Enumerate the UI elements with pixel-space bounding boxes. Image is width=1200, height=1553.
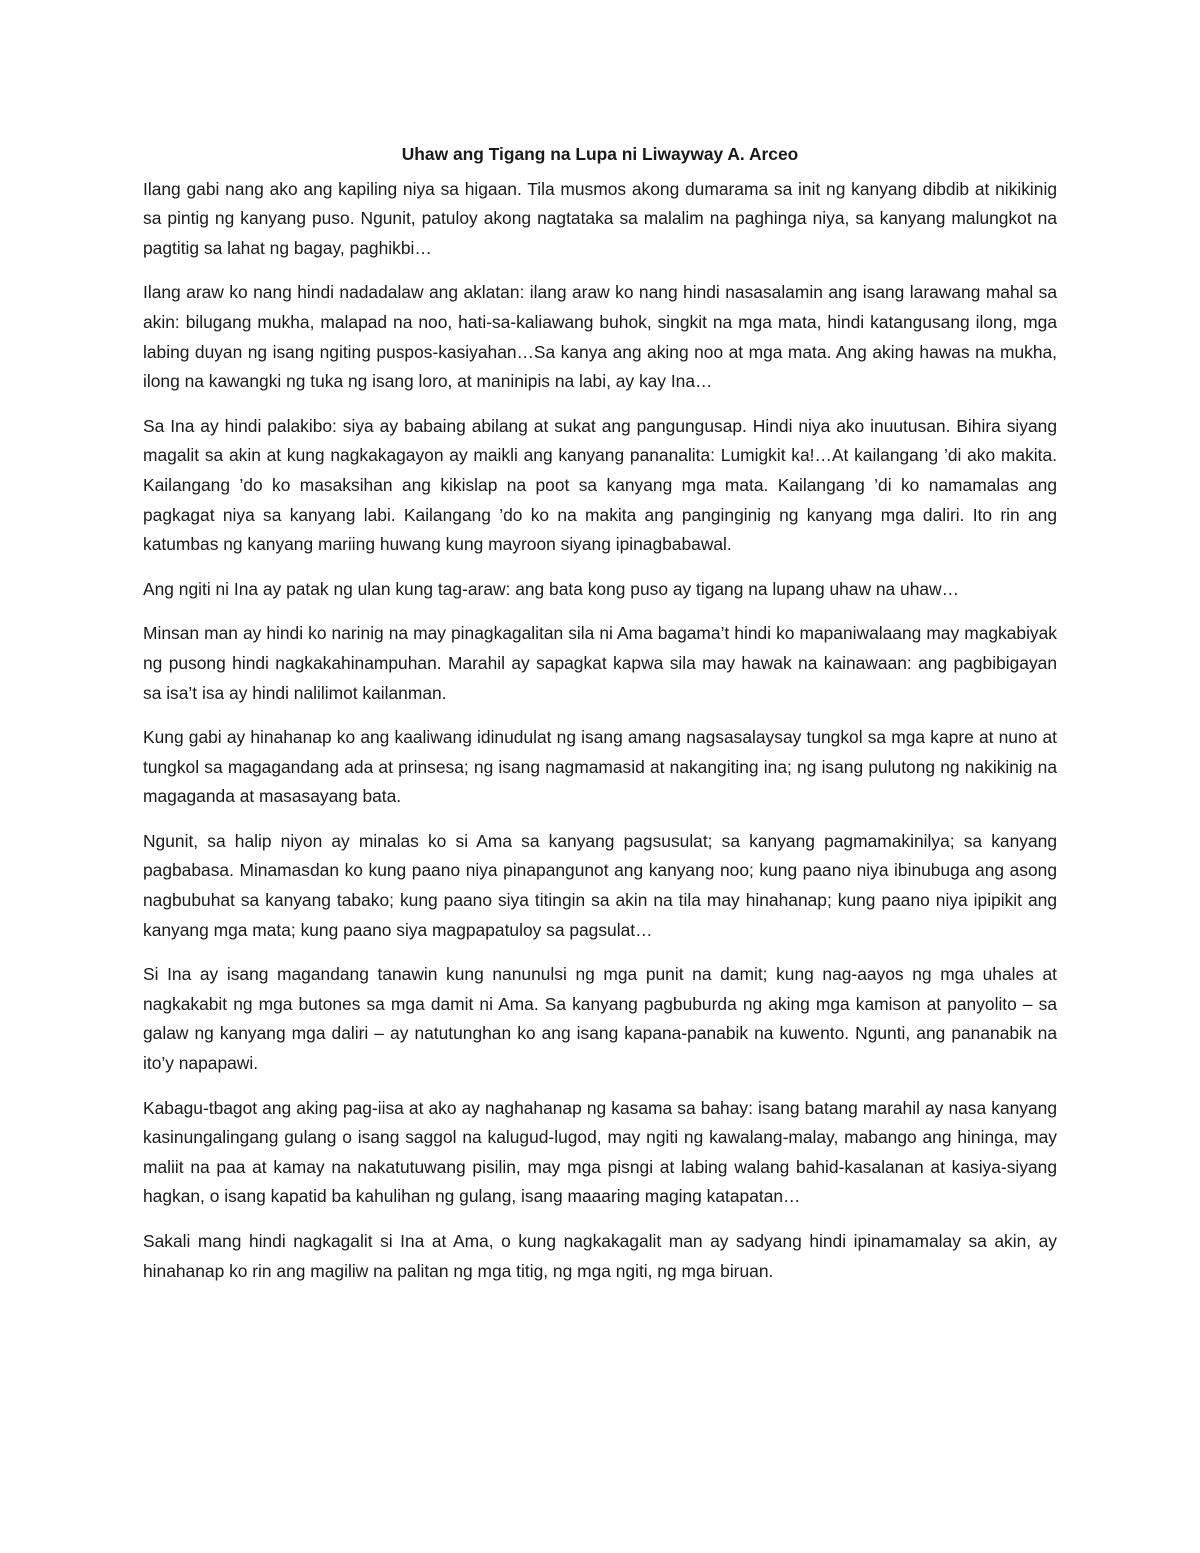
document-title: Uhaw ang Tigang na Lupa ni Liwayway A. Arceo	[401, 144, 799, 164]
paragraph-3: Sa Ina ay hindi palakibo: siya ay babaing abilang at sukat ang pangungusap. Hindi niya ako inuutusan. Bihira siyang magalit sa akin at kung nagkakagayon ay maikli ang kanyang pananalita: Lumigkit ka!…At kailangang ’di ako makita. Kailangang ’do ko masaksihan ang kikislap na poot sa kanyang mga mata. Kailangang ’di ko namamalas ang pagkagat niya sa kanyang labi. Kailangang ’do ko na makita ang panginginig ng kanyang mga daliri. Ito rin ang katumbas ng kanyang mariing huwang kung mayroon siyang ipinagbabawal.	[143, 415, 1057, 555]
document-body	[143, 140, 1057, 1301]
paragraph-10: Sakali mang hindi nagkagalit si Ina at Ama, o kung nagkakagalit man ay sadyang hindi ipinamamalay sa akin, ay hinahanap ko rin ang magiliw na palitan ng mga titig, ng mga ngiti, ng mga biruan.	[143, 1231, 1057, 1281]
paragraph-1: Ilang gabi nang ako ang kapiling niya sa higaan. Tila musmos akong dumarama sa init ng kanyang dibdib at nikikinig sa pintig ng kanyang puso. Ngunit, patuloy akong nagtataka sa malalim na paghinga niya, sa kanyang malungkot na pagtitig sa lahat ng bagay, paghikbi…	[143, 178, 1057, 258]
paragraph-4: Ang ngiti ni Ina ay patak ng ulan kung tag-araw: ang bata kong puso ay tigang na lupang uhaw na uhaw…	[143, 578, 960, 599]
paragraph-7: Ngunit, sa halip niyon ay minalas ko si Ama sa kanyang pagsusulat; sa kanyang pagmamakinilya; sa kanyang pagbabasa. Minamasdan ko kung paano niya pinapangunot ang kanyang noo; kung paano niya ibinubuga ang asong nagbubuhat sa kanyang tabako; kung paano siya titingin sa akin na tila may hinahanap; kung paano niya ipipikit ang kanyang mga mata; kung paano siya magpapatuloy sa pagsulat…	[143, 830, 1057, 940]
paragraph-5: Minsan man ay hindi ko narinig na may pinagkagalitan sila ni Ama bagama’t hindi ko mapaniwalaang may magkabiyak ng pusong hindi nagkakahinampuhan. Marahil ay sapagkat kapwa sila may hawak na kainawaan: ang pagbibigayan sa isa’t isa ay hindi nalilimot kailanman.	[143, 623, 1057, 703]
paragraph-9: Kabagu-tbagot ang aking pag-iisa at ako ay naghahanap ng kasama sa bahay: isang batang marahil ay nasa kanyang kasinungalingang gulang o isang saggol na kalugud-lugod, may ngiti ng kawalang-malay, mabango ang hininga, may maliit na paa at kamay na nakatutuwang pisilin, may mga pisngi at labing walang bahid-kasalanan at kasiya-siyang hagkan, o isang kapatid ba kahulihan ng gulang, isang maaaring maging katapatan…	[143, 1097, 1057, 1207]
paragraph-2: Ilang araw ko nang hindi nadadalaw ang aklatan: ilang araw ko nang hindi nasasalamin ang isang larawang mahal sa akin: bilugang mukha, malapad na noo, hati-sa-kaliawang buhok, singkit na mga mata, hindi katangusang ilong, mga labing duyan ng isang ngiting puspos-kasiyahan…Sa kanya ang aking noo at mga mata. Ang aking hawas na mukha, ilong na kawangki ng tuka ng isang loro, at maninipis na labi, ay kay Ina…	[143, 282, 1057, 392]
paragraph-6: Kung gabi ay hinahanap ko ang kaaliwang idinudulat ng isang amang nagsasalaysay tungkol sa mga kapre at nuno at tungkol sa magagandang ada at prinsesa; ng isang nagmamasid at nakangiting ina; ng isang pulutong ng nakikinig na magaganda at masasayang bata.	[143, 727, 1057, 807]
paragraph-8: Si Ina ay isang magandang tanawin kung nanunulsi ng mga punit na damit; kung nag-aayos ng mga uhales at nagkakabit ng mga butones sa mga damit ni Ama. Sa kanyang pagbuburda ng aking mga kamison at panyolito – sa galaw ng kanyang mga daliri – ay natutunghan ko ang isang kapana-panabik na kuwento. Ngunti, ang pananabik na ito’y napapawi.	[143, 964, 1057, 1074]
